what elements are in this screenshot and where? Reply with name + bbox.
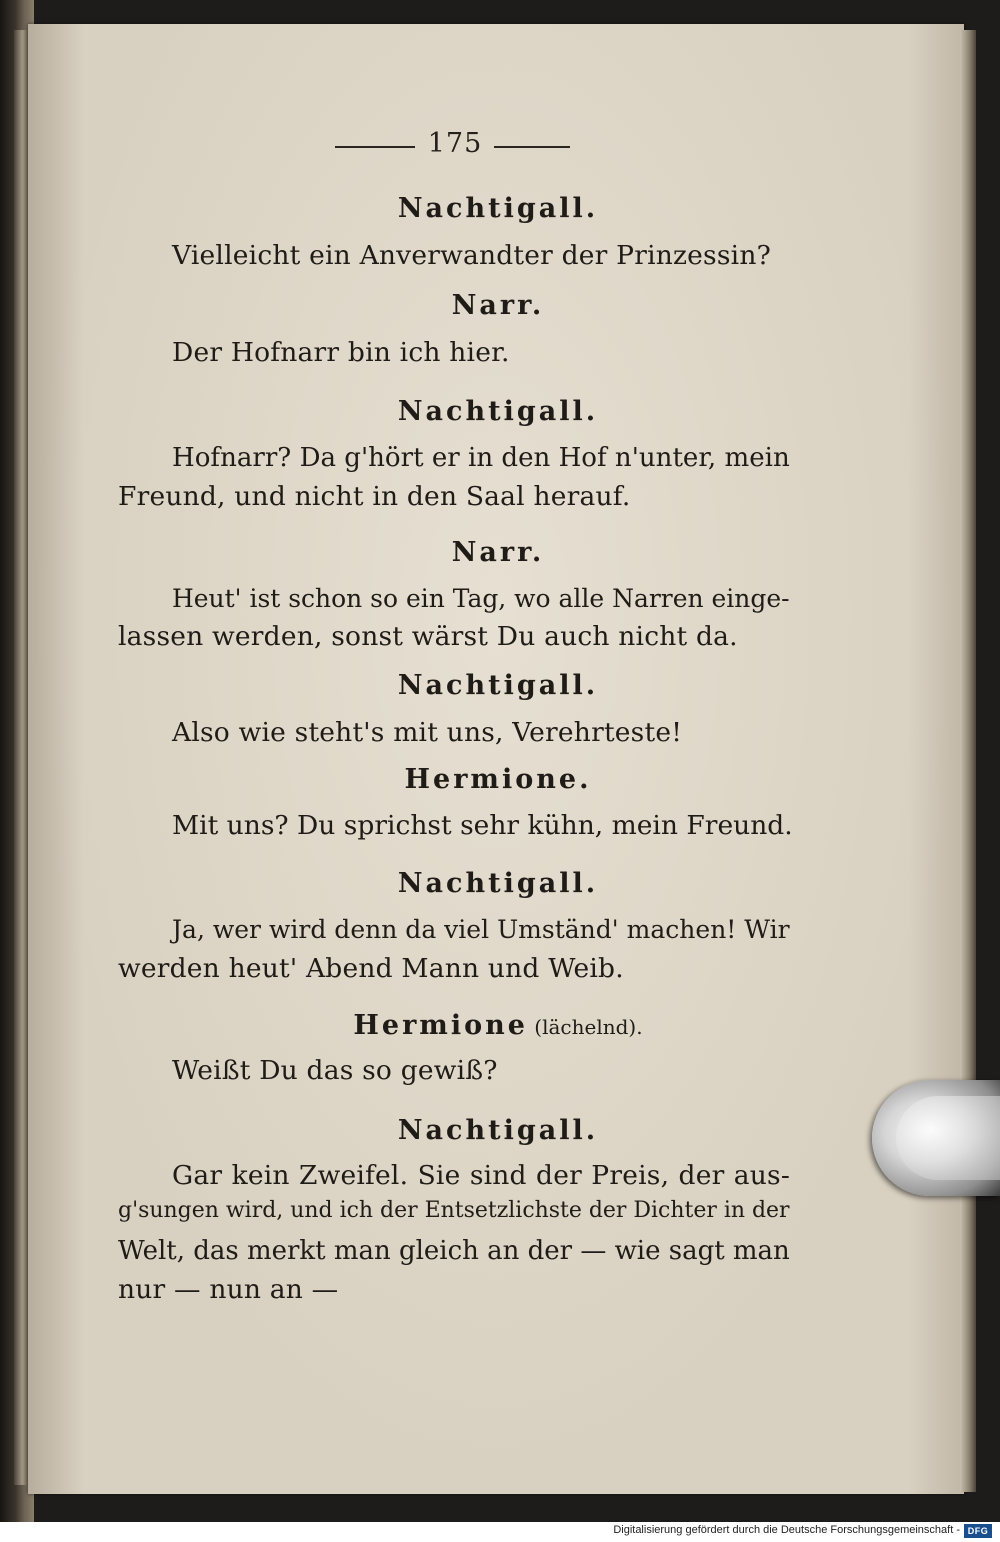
text-line-content: nur — nun an — (118, 1274, 339, 1305)
speaker-label: Nachtigall. (397, 670, 599, 701)
dfg-logo: DFG (964, 1524, 992, 1538)
speaker-name (0, 1115, 998, 1146)
text-line-content: Heut' ist schon so ein Tag, wo alle Narren einge- (172, 584, 790, 613)
text-line-content: Freund, und nicht in den Saal herauf. (118, 481, 631, 512)
speaker-label: Nachtigall. (397, 868, 599, 899)
text-line-content: Der Hofnarr bin ich hier. (172, 337, 510, 368)
page-stack-edge (960, 30, 976, 1492)
speaker-name (0, 868, 998, 899)
speaker-label: Nachtigall. (397, 396, 599, 427)
text-line-content: Ja, wer wird denn da viel Umständ' machen! Wir (172, 915, 790, 944)
text-line-content: Welt, das merkt man gleich an der — wie sagt man (118, 1236, 790, 1266)
funding-credit: Digitalisierung gefördert durch die Deutsche Forschungsgemeinschaft - (613, 1524, 960, 1536)
speaker-label: Nachtigall. (397, 193, 599, 224)
text-line-content: Weißt Du das so gewiß? (172, 1055, 498, 1086)
header-rule-left (335, 146, 415, 148)
text-line-content: Also wie steht's mit uns, Verehrteste! (172, 717, 683, 748)
text-line-content: lassen werden, sonst wärst Du auch nicht da. (118, 621, 738, 652)
speaker-name (0, 670, 998, 701)
speaker-label: Hermione (353, 1010, 528, 1041)
stage-direction: (lächelnd). (527, 1015, 643, 1039)
speaker-name (0, 764, 998, 795)
text-line-content: g'sungen wird, und ich der Entsetzlichste der Dichter in der (118, 1198, 790, 1223)
page-number: 175 (427, 128, 483, 159)
text-line-content: Mit uns? Du sprichst sehr kühn, mein Freund. (172, 810, 793, 841)
speaker-name (0, 290, 998, 321)
speaker-name (0, 1010, 998, 1041)
page-header (0, 128, 1000, 164)
speaker-label: Narr. (451, 537, 545, 568)
speaker-label: Narr. (451, 290, 545, 321)
text-line-content: Hofnarr? Da g'hört er in den Hof n'unter, mein (172, 443, 790, 473)
previous-page-edge (14, 30, 28, 1485)
speaker-label: Nachtigall. (397, 1115, 599, 1146)
speaker-name (0, 396, 998, 427)
speaker-label: Hermione. (404, 764, 592, 795)
text-line-content: werden heut' Abend Mann und Weib. (118, 953, 624, 984)
speaker-name (0, 537, 998, 568)
text-line-content: Vielleicht ein Anverwandter der Prinzessin? (172, 240, 772, 271)
header-rule-right (494, 146, 570, 148)
speaker-name (0, 193, 998, 224)
text-line-content: Gar kein Zweifel. Sie sind der Preis, der aus- (172, 1160, 790, 1191)
